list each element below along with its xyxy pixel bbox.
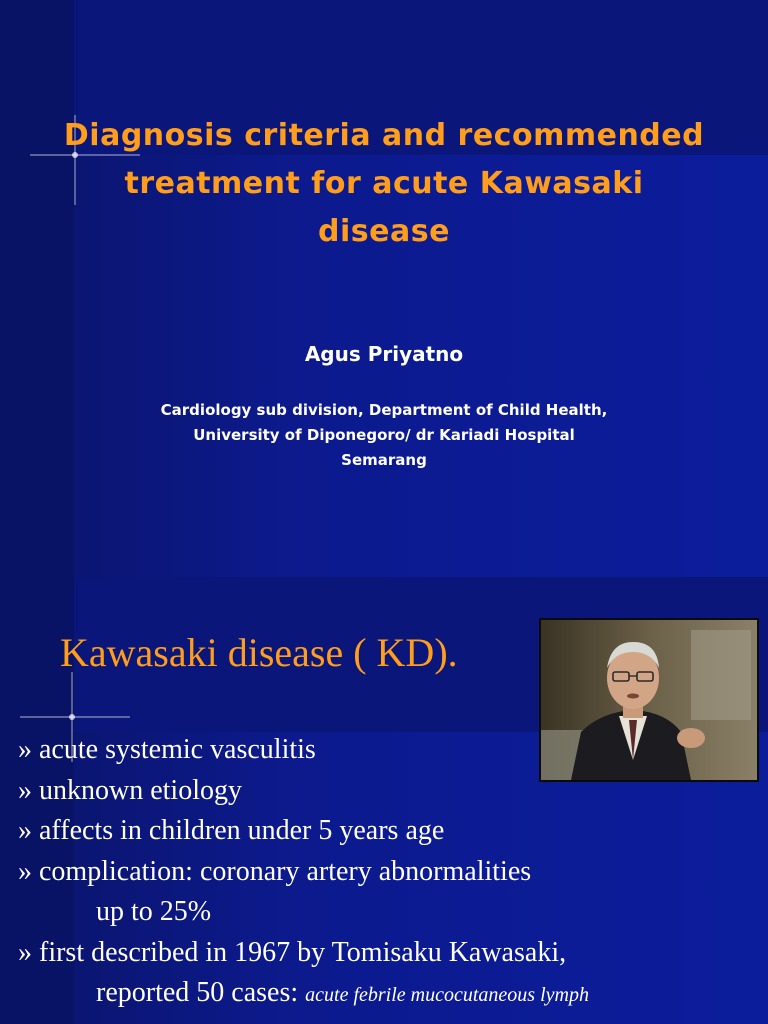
bullet-list bbox=[18, 730, 758, 1016]
list-item-italic: acute febrile mucocutaneous lymph bbox=[305, 984, 589, 1006]
list-item: » acute systemic vasculitis bbox=[18, 734, 316, 765]
slide-title bbox=[20, 112, 748, 256]
affiliation bbox=[60, 398, 708, 473]
title-line: disease bbox=[318, 214, 450, 249]
list-item: » affects in children under 5 years age bbox=[18, 815, 445, 846]
list-item: » unknown etiology bbox=[18, 774, 242, 806]
list-item: » complication: coronary artery abnormalities bbox=[18, 855, 532, 887]
author-name: Agus Priyatno bbox=[304, 342, 464, 366]
affiliation-line: Cardiology sub division, Department of Child Health, bbox=[160, 401, 608, 419]
list-item: » first described in 1967 by Tomisaku Kawasaki, bbox=[18, 936, 567, 968]
list-item-text: reported 50 cases: bbox=[96, 977, 299, 1008]
left-band bbox=[0, 0, 74, 577]
content-slide bbox=[0, 577, 768, 1024]
title-line: Diagnosis criteria and recommended bbox=[63, 118, 705, 153]
list-item bbox=[18, 973, 758, 1016]
title-line: treatment for acute Kawasaki bbox=[124, 166, 644, 201]
affiliation-line: University of Diponegoro/ dr Kariadi Hospital bbox=[193, 426, 575, 444]
list-item: up to 25% bbox=[96, 896, 212, 927]
affiliation-line: Semarang bbox=[341, 451, 427, 469]
section-heading: Kawasaki disease ( KD). bbox=[60, 630, 458, 675]
